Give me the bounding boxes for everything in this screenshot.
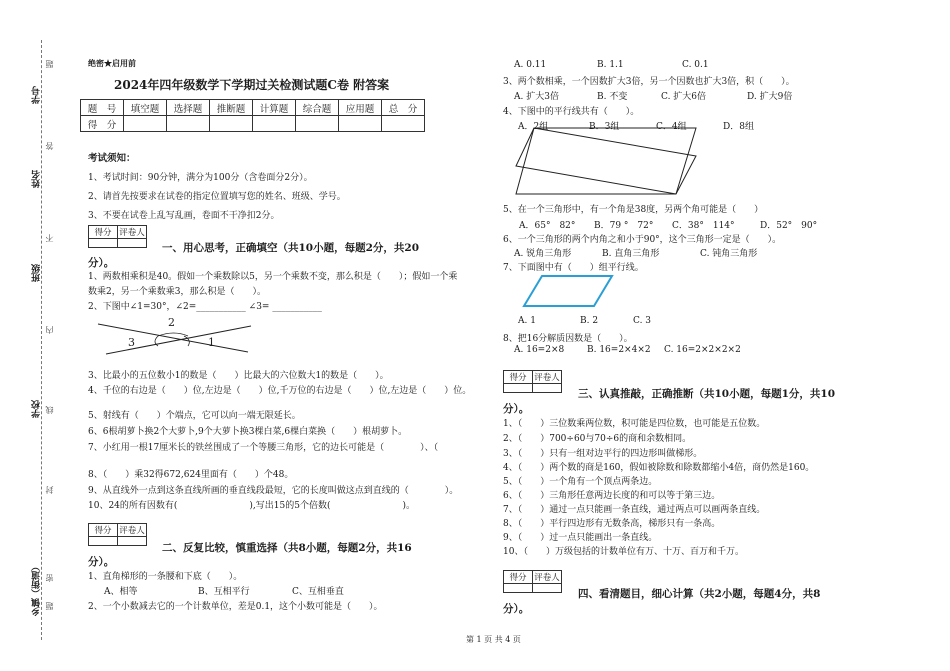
- grader-label: 评卷人: [533, 371, 562, 384]
- judge-item: 3、（ ）只有一组对边平行的四边形叫做梯形。: [503, 449, 703, 459]
- question-text: 3、两个数相乘，一个因数扩大3倍，另一个因数也扩大3倍，积（ ）。: [503, 77, 795, 87]
- grader-label: 评卷人: [533, 571, 562, 584]
- page-footer: 第 1 页 共 4 页: [466, 635, 521, 644]
- question-text: 5、在一个三角形中，有一个角是38度，另两个角可能是（ ）: [503, 205, 764, 215]
- option-text: A. 16=2×8: [514, 345, 565, 355]
- grader-label: 得分: [504, 371, 533, 384]
- question-text: 7、小红用一根17厘米长的铁丝围成了一个等腰三角形，它的边长可能是（ ）、（: [88, 443, 457, 453]
- question-text: 3、比最小的五位数小1的数是（ ）比最大的六位数大1的数是（ ）。: [88, 371, 389, 381]
- score-cell: 题 号: [81, 100, 124, 116]
- score-entry[interactable]: [210, 116, 253, 132]
- grader-entry[interactable]: [533, 584, 562, 593]
- grader-entry[interactable]: [89, 537, 118, 546]
- secret-mark: 绝密★启用前: [88, 58, 136, 68]
- section1-title-cont: 分）。: [88, 257, 115, 269]
- option-text: C. 16=2×2×2×2: [664, 345, 741, 355]
- option-text: C. 3: [633, 316, 652, 326]
- student-id-label: 学号: [32, 86, 42, 104]
- judge-item: 6、（ ）三角形任意两边长度的和可以等于第三边。: [503, 491, 721, 501]
- grader-box: [503, 370, 562, 393]
- section4-title-cont: 分）。: [503, 603, 530, 615]
- question-text: 2、下图中∠1=30°，∠2=___________ ∠3= ___________: [88, 302, 322, 312]
- option-text: A. 1: [518, 316, 536, 326]
- judge-item: 1、（ ）三位数乘两位数，积可能是四位数，也可能是五位数。: [503, 419, 766, 429]
- option-text: C．4组: [656, 122, 687, 132]
- judge-item: 2、（ ）700÷60与70÷6的商和余数相同。: [503, 434, 692, 444]
- seal-char: 密: [45, 574, 54, 582]
- score-entry[interactable]: [296, 116, 339, 132]
- question-text: 5、射线有（ ）个端点，它可以向一端无限延长。: [88, 411, 301, 421]
- section2-title-cont: 分）。: [88, 556, 115, 568]
- figure-shape: [516, 128, 696, 194]
- page-title: 2024年四年级数学下学期过关检测试题C卷 附答案: [114, 78, 390, 92]
- figure-shape: [524, 276, 612, 306]
- option-text: D. 扩大9倍: [747, 92, 793, 102]
- seal-char: 线: [45, 406, 54, 414]
- grader-box: [503, 570, 562, 593]
- grader-entry[interactable]: [89, 239, 118, 248]
- option-text: A. 锐角三角形: [514, 249, 572, 259]
- option-text: C. 钝角三角形: [700, 249, 758, 259]
- question-text: 6、一个三角形的两个内角之和小于90°，这个三角形一定是（ ）。: [503, 235, 782, 245]
- score-cell: 总 分: [382, 100, 425, 116]
- score-table-header-row: [81, 100, 425, 116]
- section1-title: 一、用心思考，正确填空（共10小题，每题2分，共20: [162, 242, 420, 254]
- option-text: B、互相平行: [198, 587, 250, 597]
- question-text: 6、6根胡萝卜换2个大萝卜,9个大萝卜换3棵白菜,6棵白菜换（ ）根胡萝卜。: [88, 427, 408, 437]
- option-text: A、相等: [104, 587, 138, 597]
- notice-item: 2、请首先按要求在试卷的指定位置填写您的姓名、班级、学号。: [88, 192, 346, 202]
- question-text: 10、24的所有因数有( ),写出15的5个倍数( )。: [88, 501, 415, 511]
- parallelogram-figure: [514, 126, 698, 198]
- score-entry[interactable]: [167, 116, 210, 132]
- grader-box: [88, 225, 147, 248]
- option-text: C. 扩大6倍: [661, 92, 707, 102]
- school-label: 学校: [32, 400, 42, 418]
- option-text: B. 不变: [597, 92, 628, 102]
- question-text: 数乘2，另一个乘数乘3，那么积是（ ）。: [88, 287, 266, 297]
- figure-shape: [516, 128, 676, 194]
- grader-entry[interactable]: [118, 239, 147, 248]
- notice-title: 考试须知：: [88, 153, 136, 164]
- score-cell: 填空题: [124, 100, 167, 116]
- option-text: D．52° 90°: [760, 221, 818, 231]
- option-text: A. 0.11: [514, 60, 547, 70]
- option-text: D．8组: [723, 122, 754, 132]
- seal-char: 答: [45, 142, 54, 150]
- judge-item: 9、（ ）过一点只能画出一条直线。: [503, 533, 658, 543]
- score-entry[interactable]: [253, 116, 296, 132]
- score-cell: 计算题: [253, 100, 296, 116]
- angle-label: 1: [208, 336, 215, 349]
- option-text: B．79 ° 72°: [594, 221, 654, 231]
- question-text: 8、（ ）乘32得672,624里面有（ ）个48。: [88, 470, 294, 480]
- option-text: B. 直角三角形: [602, 249, 660, 259]
- option-text: B. 2: [580, 316, 599, 326]
- tear-char: 题: [45, 602, 54, 610]
- class-label: 班级: [32, 264, 42, 282]
- judge-item: 4、（ ）两个数的商是160，假如被除数和除数都缩小4倍，商仍然是160。: [503, 463, 815, 473]
- score-entry[interactable]: [124, 116, 167, 132]
- option-text: A．2组: [518, 122, 549, 132]
- score-cell: 应用题: [339, 100, 382, 116]
- option-text: B. 1.1: [597, 60, 624, 70]
- angle-label: 3: [128, 336, 135, 349]
- section4-title: 四、看清题目，细心计算（共2小题，每题4分，共8: [578, 588, 821, 600]
- binding-dash-line: [41, 40, 42, 640]
- seal-char: 内: [45, 326, 54, 334]
- score-entry[interactable]: [339, 116, 382, 132]
- notice-item: 3、不要在试卷上乱写乱画，卷面不干净扣2分。: [88, 211, 280, 221]
- question-text: 4、千位的右边是（ ）位,左边是（ ）位,千万位的右边是（ ）位,左边是（ ）位。: [88, 386, 472, 396]
- seal-char: 题: [45, 60, 54, 68]
- angle-figure: [96, 316, 256, 358]
- option-text: A．65° 82°: [519, 221, 576, 231]
- score-table-value-row: [81, 116, 425, 132]
- section2-title: 二、反复比较，慎重选择（共8小题，每题2分，共16: [162, 542, 412, 554]
- question-text: 2、一个小数减去它的一个计数单位，差是0.1，这个小数可能是（ ）。: [88, 602, 383, 612]
- seal-char: 不: [45, 234, 54, 242]
- grader-label: 评卷人: [118, 226, 147, 239]
- grader-entry[interactable]: [504, 584, 533, 593]
- score-table: [80, 99, 425, 132]
- option-text: B．3组: [589, 122, 620, 132]
- grader-box: [88, 523, 147, 546]
- question-text: 7、下面图中有（ ）组平行线。: [503, 263, 644, 273]
- score-cell: 综合题: [296, 100, 339, 116]
- grader-entry[interactable]: [533, 384, 562, 393]
- figure-shape: [534, 128, 696, 194]
- question-text: 1、两数相乘积是40。假如一个乘数除以5，另一个乘数不变，那么积是（ ）；假如一个乘: [88, 272, 458, 282]
- judge-item: 7、（ ）通过一点只能画一条直线，通过两点可以画两条直线。: [503, 505, 766, 515]
- notice-item: 1、考试时间：90分钟，满分为100分（含卷面分2分）。: [88, 173, 313, 183]
- seal-char: 封: [45, 486, 54, 494]
- grader-entry[interactable]: [504, 384, 533, 393]
- grader-label: 得分: [89, 226, 118, 239]
- township-label: 乡镇（街道）: [32, 562, 42, 616]
- option-text: C．38° 114°: [672, 221, 735, 231]
- section3-title-cont: 分）。: [503, 403, 530, 415]
- score-cell: 推断题: [210, 100, 253, 116]
- question-text: 8、把16分解质因数是（ ）。: [503, 334, 633, 344]
- section3-title: 三、认真推敲，正确推断（共10小题，每题1分，共10: [578, 388, 836, 400]
- grader-entry[interactable]: [118, 537, 147, 546]
- grader-label: 得分: [89, 524, 118, 537]
- judge-item: 8、（ ）平行四边形有无数条高，梯形只有一条高。: [503, 519, 721, 529]
- question-text: 1、直角梯形的一条腰和下底（ ）。: [88, 572, 243, 582]
- judge-item: 5、（ ）一个角有一个顶点两条边。: [503, 477, 658, 487]
- score-cell: 得 分: [81, 116, 124, 132]
- option-text: A. 扩大3倍: [514, 92, 559, 102]
- grader-label: 得分: [504, 571, 533, 584]
- score-cell: 选择题: [167, 100, 210, 116]
- blue-parallelogram-figure: [522, 274, 616, 310]
- question-text: 9、从直线外一点到这条直线所画的垂直线段最短，它的长度叫做这点到直线的（ ）。: [88, 486, 459, 496]
- score-entry[interactable]: [382, 116, 425, 132]
- judge-item: 10、（ ）万级包括的计数单位有万、十万、百万和千万。: [503, 547, 744, 557]
- option-text: C. 0.1: [682, 60, 709, 70]
- grader-label: 评卷人: [118, 524, 147, 537]
- angle-label: 2: [168, 316, 175, 329]
- question-text: 4、下图中的平行线共有（ ）。: [503, 107, 640, 117]
- option-text: B. 16=2×4×2: [587, 345, 651, 355]
- name-label: 姓名: [32, 170, 42, 188]
- option-text: C、互相垂直: [292, 587, 344, 597]
